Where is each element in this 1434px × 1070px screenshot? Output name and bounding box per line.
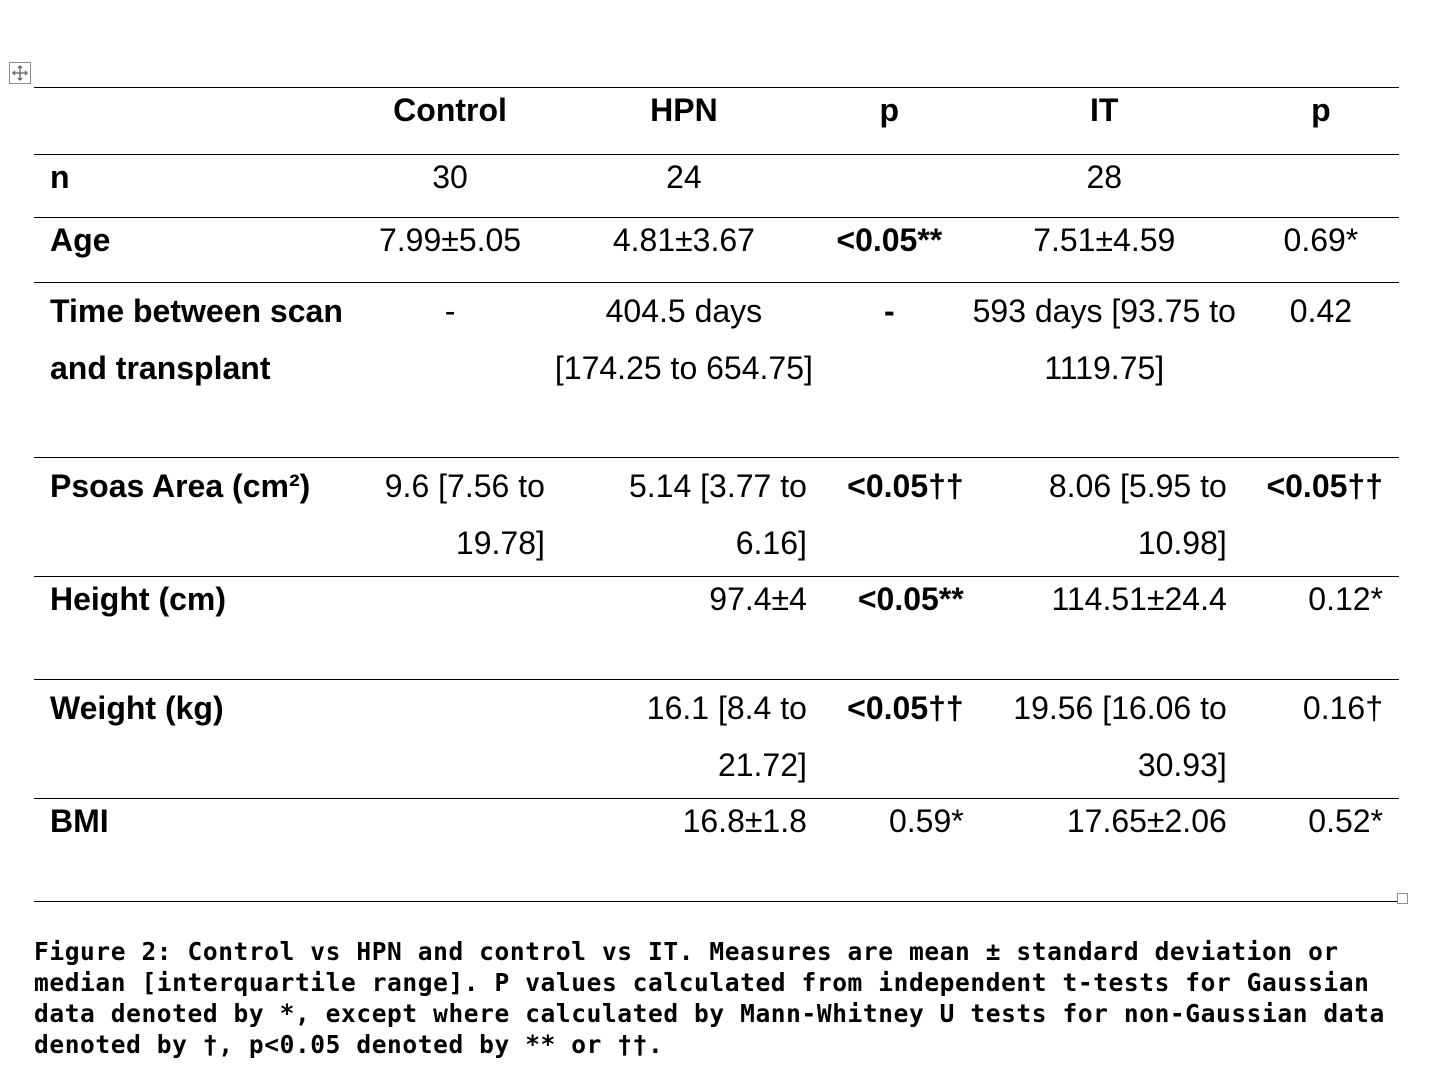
header-hpn: HPN — [650, 92, 718, 128]
cell-control: 30 — [432, 159, 468, 195]
cell-control — [345, 799, 555, 902]
cell-control — [345, 680, 555, 799]
cell-p-hpn: <0.05†† — [847, 468, 964, 504]
table-row — [34, 680, 1399, 799]
cell-p-hpn: <0.05** — [857, 581, 964, 617]
cell-control — [345, 577, 555, 680]
cell-hpn: 5.14 [3.77 to 6.16] — [628, 468, 807, 561]
data-table — [34, 87, 1399, 902]
cell-it: 17.65±2.06 — [1066, 803, 1227, 839]
cell-it: 28 — [1086, 159, 1123, 195]
cell-p-it: 0.42 — [1289, 293, 1353, 329]
cell-p-hpn: <0.05†† — [847, 690, 964, 726]
cell-p-it: 0.16† — [1302, 690, 1383, 726]
cell-control: 7.99±5.05 — [378, 222, 522, 258]
row-label: Age — [50, 222, 111, 258]
row-label: Weight (kg) — [50, 690, 224, 726]
cell-p-it: 0.69* — [1283, 222, 1359, 258]
header-it: IT — [1090, 92, 1119, 128]
table-header-row — [34, 88, 1399, 155]
cell-it: 8.06 [5.95 to 10.98] — [1048, 468, 1227, 561]
cell-p-it: 0.52* — [1308, 803, 1383, 839]
table-row — [34, 155, 1399, 218]
cell-p-it: <0.05†† — [1266, 468, 1383, 504]
table-resize-handle-icon[interactable] — [1397, 893, 1408, 904]
header-blank — [34, 88, 345, 155]
table-move-handle-icon[interactable] — [9, 62, 31, 84]
cell-control: - — [444, 293, 456, 329]
row-label: Time between scan and transplant — [50, 293, 343, 386]
cell-p-it: 0.12* — [1308, 581, 1383, 617]
table-row — [34, 458, 1399, 577]
figure-caption: Figure 2: Control vs HPN and control vs IT. Measures are mean ± standard deviation or median [interquartile range]. P values calculated from independent t-tests for Gaussian data denoted by *, except where calculated by Mann-Whitney U tests for non-Gaussian data denoted by †, p<0.05 denoted by ** or ††. — [34, 937, 1385, 1059]
cell-hpn: 404.5 days [174.25 to 654.75] — [554, 293, 813, 386]
cell-p-hpn: - — [883, 293, 895, 329]
table-row — [34, 577, 1399, 680]
cell-control: 9.6 [7.56 to 19.78] — [384, 468, 545, 561]
cell-p-hpn: 0.59* — [888, 803, 964, 839]
cell-it: 19.56 [16.06 to 30.93] — [1013, 690, 1227, 783]
table-row — [34, 799, 1399, 902]
header-p-it: p — [1311, 92, 1331, 128]
cell-p-hpn — [813, 155, 966, 218]
row-label: n — [50, 159, 70, 195]
table-row — [34, 218, 1399, 283]
cell-hpn: 97.4±4 — [709, 581, 807, 617]
row-label: BMI — [50, 803, 109, 839]
cell-hpn: 16.8±1.8 — [682, 803, 807, 839]
cell-it: 114.51±24.4 — [1051, 581, 1227, 617]
cell-p-hpn: <0.05** — [836, 222, 943, 258]
cell-hpn: 16.1 [8.4 to 21.72] — [646, 690, 807, 783]
cell-it: 7.51±4.59 — [1033, 222, 1176, 258]
row-label: Height (cm) — [50, 581, 226, 617]
header-p-hpn: p — [879, 92, 900, 128]
cell-p-it — [1243, 155, 1399, 218]
table-row — [34, 283, 1399, 458]
cell-hpn: 4.81±3.67 — [612, 222, 755, 258]
header-control: Control — [393, 92, 507, 128]
cell-it: 593 days [93.75 to 1119.75] — [972, 293, 1236, 386]
row-label: Psoas Area (cm²) — [50, 468, 311, 504]
cell-hpn: 24 — [666, 159, 702, 195]
